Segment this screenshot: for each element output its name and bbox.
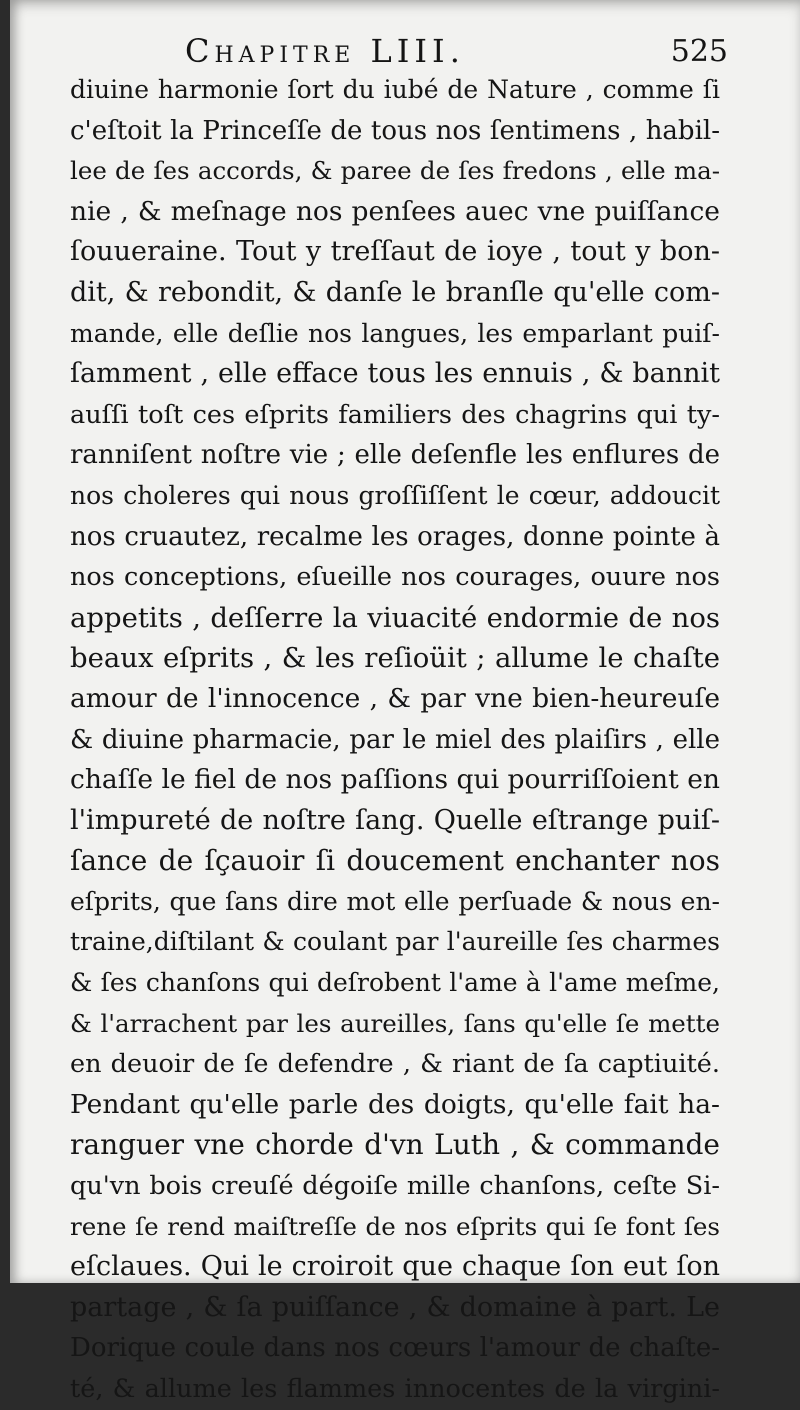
text-line: partage , & ſa puiſſance , & domaine à part. Le	[70, 1291, 720, 1323]
text-line: en deuoir de ſe defendre , & riant de ſa captiuité.	[70, 1049, 720, 1080]
text-line: Dorique coule dans nos cœurs l'amour de chaſte-	[70, 1333, 720, 1364]
text-line: beaux eſprits , & les reſioüit ; allume le chaſte	[70, 642, 720, 675]
text-line: ſance de ſçauoir ſi doucement enchanter nos	[70, 844, 720, 878]
text-line: ranniſent noſtre vie ; elle deſenfle les enflures de	[70, 440, 720, 471]
text-line: qu'vn bois creuſé dégoiſe mille chanſons, ceſte Si-	[70, 1171, 720, 1202]
text-line: auſſi toſt ces eſprits familiers des chagrins qui ty-	[70, 399, 720, 430]
text-line: ranguer vne chorde d'vn Luth , & commande	[70, 1128, 720, 1162]
text-line: nos cruautez, recalme les orages, donne pointe à	[70, 521, 720, 552]
text-line: Pendant qu'elle parle des doigts, qu'elle fait ha-	[70, 1088, 720, 1120]
page-number: 525	[670, 34, 728, 69]
text-line: & diuine pharmacie, par le miel des plaiſirs , elle	[70, 724, 720, 755]
text-line: lee de ſes accords, & paree de ſes fredons , elle ma-	[70, 156, 720, 186]
text-line: nos conceptions, eſueille nos courages, ouure nos	[70, 562, 720, 593]
text-line: té, & allume les flammes innocentes de la virgini-	[70, 1374, 720, 1404]
text-line: chaſſe le fiel de nos paſſions qui pourriſſoient en	[70, 764, 720, 796]
running-title: Chapitre LIII.	[185, 32, 465, 70]
text-line: & l'arrachent par les aureilles, ſans qu'elle ſe mette	[70, 1008, 720, 1038]
text-line: mande, elle deſlie nos langues, les emparlant puiſ-	[70, 318, 720, 348]
body-text	[70, 70, 720, 1410]
text-line: traine,diſtilant & coulant par l'aureille ſes charmes	[70, 927, 720, 957]
text-line: diuine harmonie ſort du iubé de Nature , comme ſi	[70, 75, 720, 104]
text-line: l'impureté de noſtre ſang. Quelle eſtrange puiſ-	[70, 804, 720, 836]
text-line: ſouueraine. Tout y treſſaut de ioye , tout y bon-	[70, 236, 720, 268]
text-line: nos choleres qui nous groſſiſſent le cœur, addoucit	[70, 480, 720, 510]
text-line: appetits , deſſerre la viuacité endormie de nos	[70, 601, 720, 634]
book-page	[10, 0, 800, 1404]
text-line: rene ſe rend maiſtreſſe de nos eſprits qui ſe font ſes	[70, 1211, 720, 1241]
text-line: amour de l'innocence , & par vne bien-heureuſe	[70, 682, 720, 714]
text-line: eſclaues. Qui le croiroit que chaque ſon eut ſon	[70, 1251, 720, 1283]
text-line: c'eſtoit la Princeſſe de tous nos ſentimens , habil-	[70, 115, 720, 146]
text-line: ſamment , elle efface tous les ennuis , & bannit	[70, 358, 720, 390]
text-line: dit, & rebondit, & danſe le branſle qu'elle com-	[70, 276, 720, 308]
text-line: nie , & meſnage nos penſees auec vne puiſſance	[70, 195, 720, 227]
text-line: eſprits, que ſans dire mot elle perſuade & nous en-	[70, 886, 720, 916]
text-line: & ſes chanſons qui deſrobent l'ame à l'ame meſme,	[70, 968, 720, 998]
